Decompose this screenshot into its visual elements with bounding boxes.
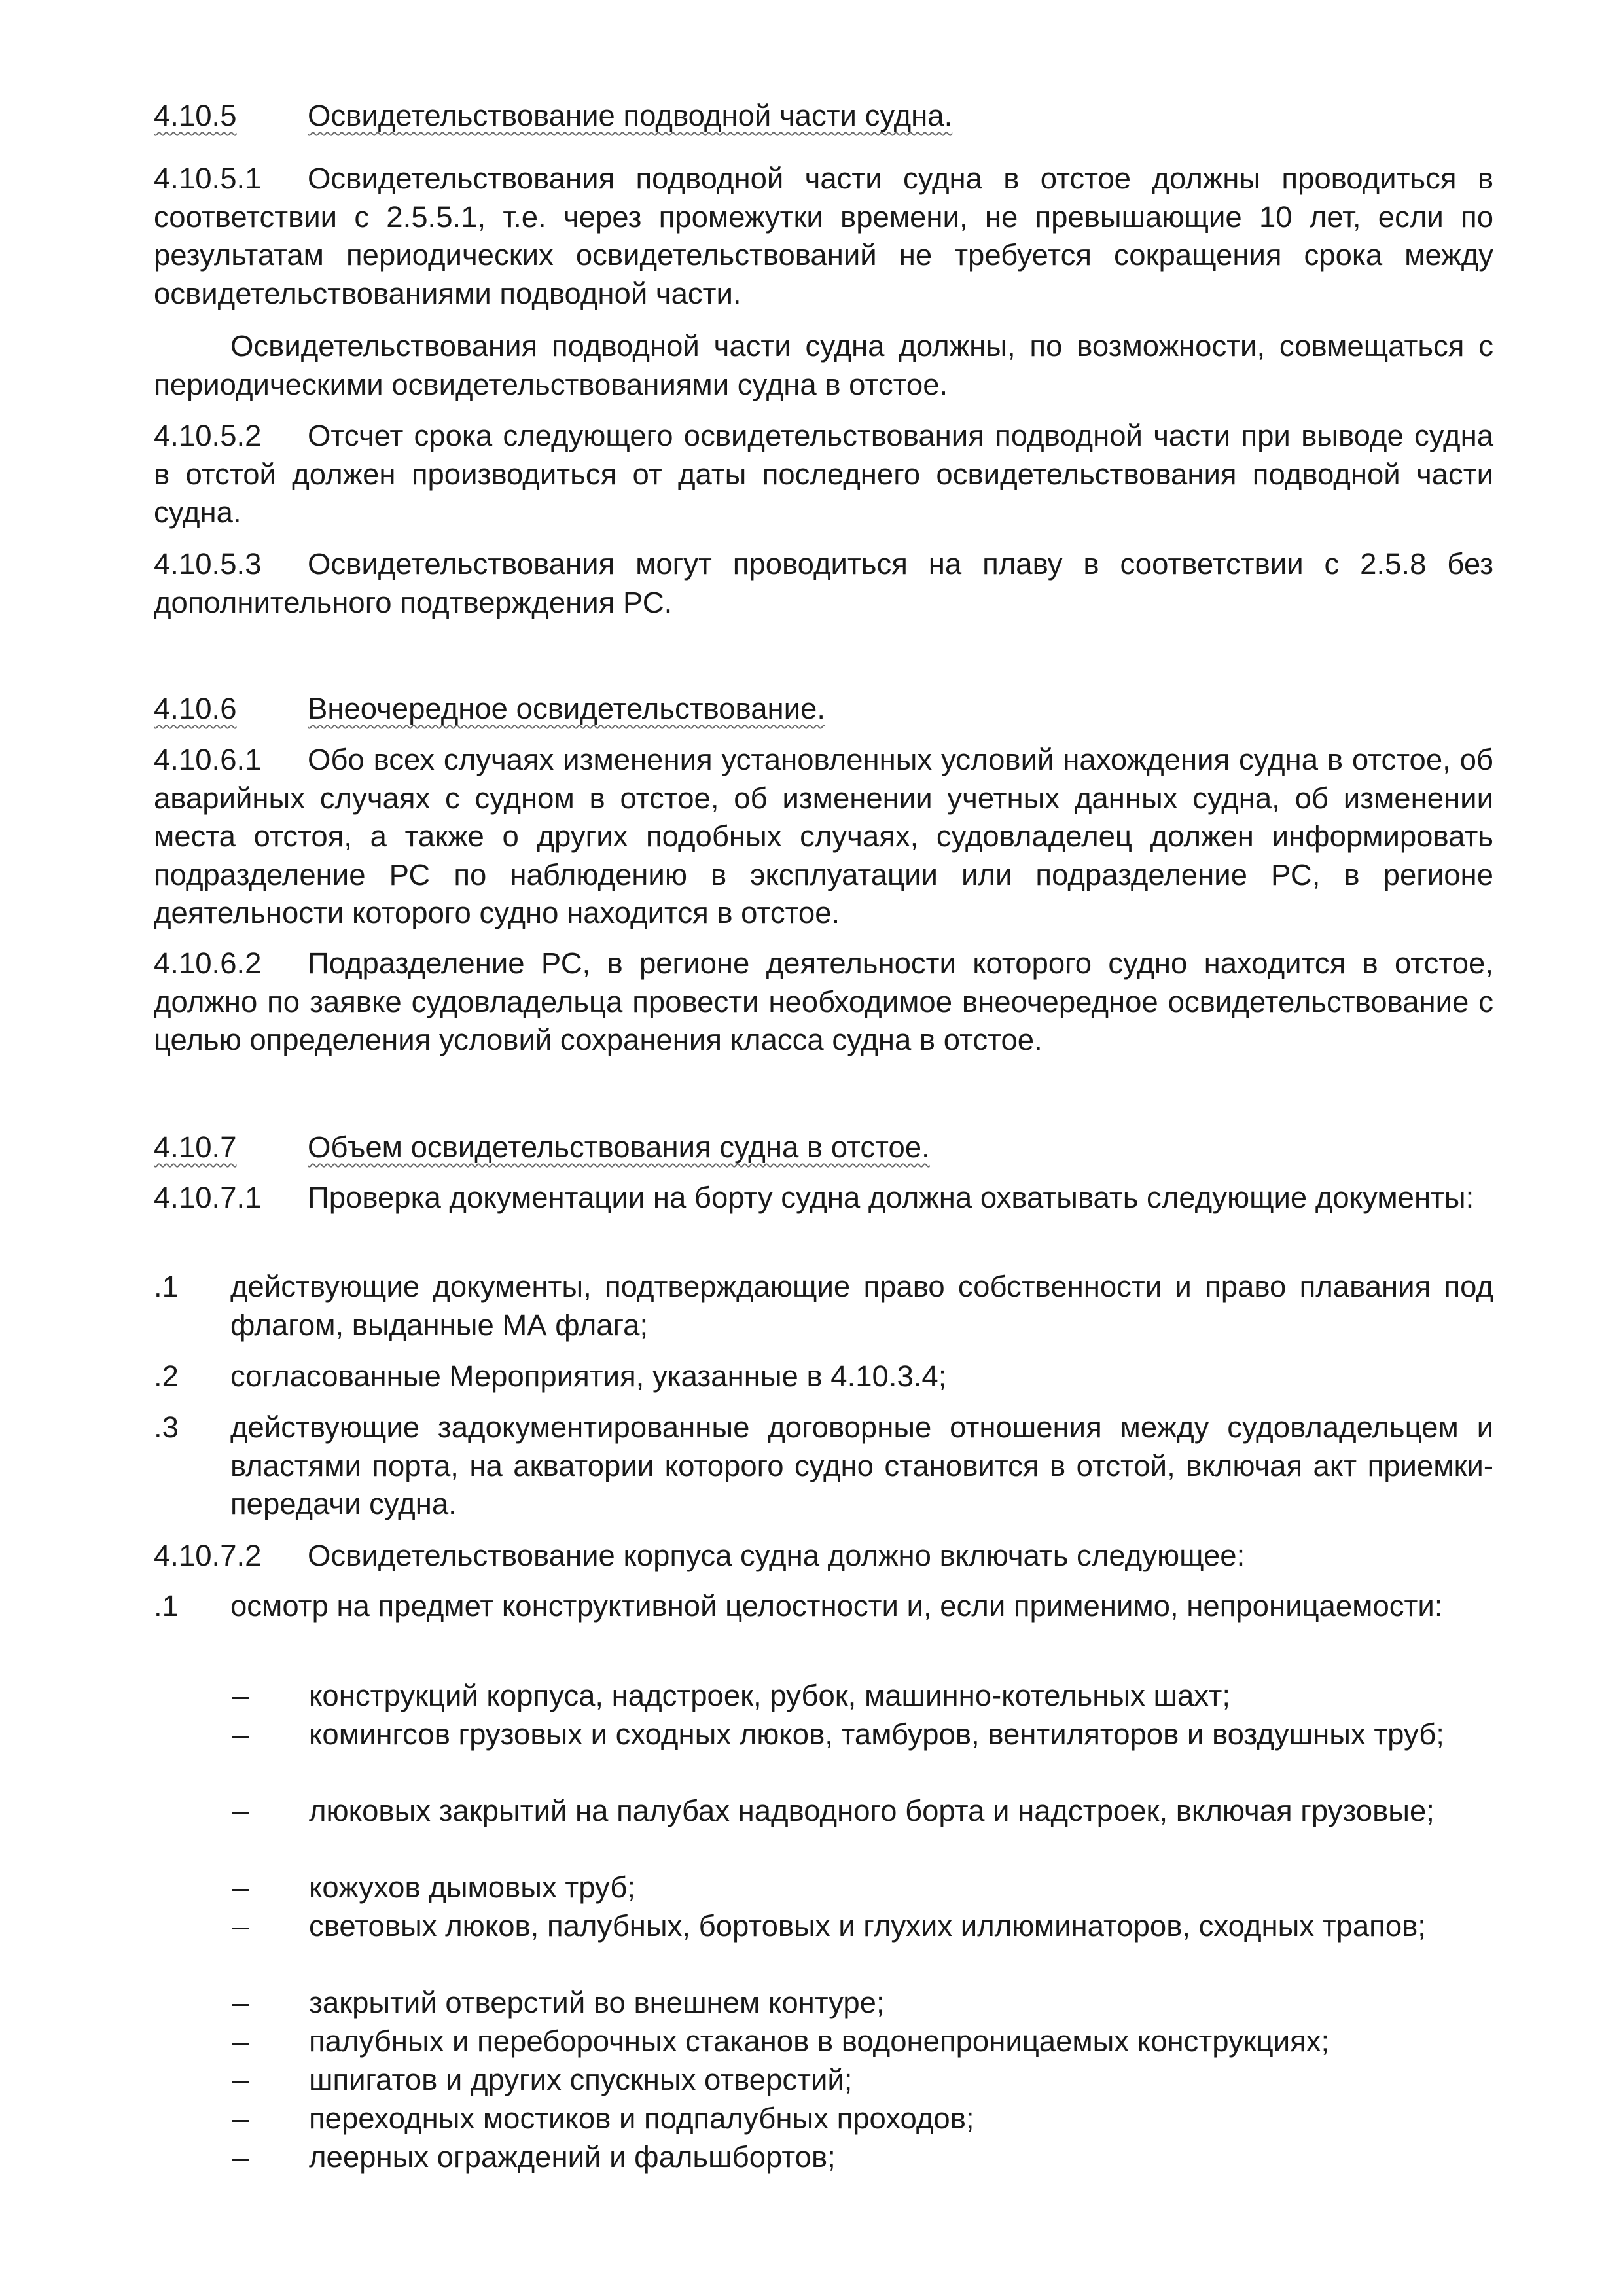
dash-item-text: люковых закрытий на палубах надводного борта и надстроек, включая грузовые;: [309, 1794, 1435, 1827]
paragraph-number: 4.10.5.1: [154, 162, 262, 195]
section-heading-4-10-5: [154, 97, 1463, 136]
list-item-number: .1: [154, 1270, 179, 1303]
paragraph-text: Подразделение РС, в регионе деятельности которого судно находится в отстое, должно по заявке судовладельца провести необходимое внеочередное освидетельствование с целью определения условий сохранения класса судна в отстое.: [154, 946, 1493, 1056]
dash-bullet: –: [232, 1794, 249, 1827]
dash-item-text: конструкций корпуса, надстроек, рубок, машинно-котельных шахт;: [309, 1679, 1231, 1712]
paragraph-4-10-7-1: [154, 1179, 1493, 1217]
dash-bullet: –: [232, 2140, 249, 2174]
dash-item-text: кожухов дымовых труб;: [309, 1871, 635, 1904]
dash-item-text: палубных и переборочных стаканов в водонепроницаемых конструкциях;: [309, 2024, 1330, 2058]
paragraph-text: Освидетельствования могут проводиться на плаву в соответствии с 2.5.8 без дополнительного подтверждения РС.: [154, 547, 1493, 619]
section-heading-4-10-6: [154, 690, 1463, 729]
dash-item-text: переходных мостиков и подпалубных проходов;: [309, 2102, 974, 2135]
list-item-text: согласованные Мероприятия, указанные в 4.10.3.4;: [230, 1359, 947, 1393]
paragraph-text: Обо всех случаях изменения установленных условий нахождения судна в отстое, об аварийных случаях с судном в отстое, об изменении учетных данных судна, об изменении места отстоя, а также о других подобных случаях, судовладелец должен информировать подразделение РС по наблюдению в эксплуатации или подразделение РС, в регионе деятельности которого судно находится в отстое.: [154, 743, 1493, 929]
dash-item-text: световых люков, палубных, бортовых и глухих иллюминаторов, сходных трапов;: [309, 1909, 1426, 1943]
paragraph-number: 4.10.5.3: [154, 547, 262, 581]
section-number: 4.10.7: [154, 1130, 237, 1164]
dash-bullet: –: [232, 1909, 249, 1943]
dash-bullet: –: [232, 1717, 249, 1751]
dash-item-text: шпигатов и других спускных отверстий;: [309, 2063, 853, 2096]
paragraph-text: Освидетельствование корпуса судна должно включать следующее:: [308, 1539, 1245, 1572]
dash-bullet: –: [232, 2102, 249, 2135]
paragraph-text: Отсчет срока следующего освидетельствования подводной части при выводе судна в отстой должен производиться от даты последнего освидетельствования подводной части судна.: [154, 419, 1493, 529]
dash-bullet: –: [232, 2024, 249, 2058]
paragraph-4-10-5-2: [154, 417, 1493, 532]
section-heading-4-10-7: [154, 1128, 1463, 1168]
paragraph-text: Освидетельствования подводной части судна в отстое должны проводиться в соответствии с 2.5.5.1, т.е. через промежутки времени, не превышающие 10 лет, если по результатам периодических освидетельствований не требуется сокращения срока между освидетельствованиями подводной части.: [154, 162, 1493, 310]
dash-bullet: –: [232, 2063, 249, 2096]
dash-item-text: леерных ограждений и фальшбортов;: [309, 2140, 836, 2174]
dash-item-text: комингсов грузовых и сходных люков, тамбуров, вентиляторов и воздушных труб;: [309, 1717, 1444, 1751]
dash-bullet: –: [232, 1986, 249, 2019]
dash-item-text: закрытий отверстий во внешнем контуре;: [309, 1986, 885, 2019]
paragraph-number: 4.10.7.1: [154, 1181, 262, 1214]
paragraph-text: Освидетельствования подводной части судна должны, по возможности, совмещаться с периодическими освидетельствованиями судна в отстое.: [154, 329, 1493, 401]
dash-bullet: –: [232, 1871, 249, 1904]
paragraph-text: Проверка документации на борту судна должна охватывать следующие документы:: [308, 1181, 1474, 1214]
list-item-number: .3: [154, 1410, 179, 1444]
paragraph-number: 4.10.6.1: [154, 743, 262, 776]
list-item-text: осмотр на предмет конструктивной целостности и, если применимо, непроницаемости:: [230, 1589, 1443, 1623]
list-item-text: действующие документы, подтверждающие право собственности и право плавания под флагом, выданные МА флага;: [230, 1270, 1493, 1342]
paragraph-4-10-5-3: [154, 545, 1493, 622]
section-number: 4.10.6: [154, 692, 237, 725]
list-item-number: .2: [154, 1359, 179, 1393]
section-title: Освидетельствование подводной части судна.: [308, 99, 953, 132]
paragraph-number: 4.10.6.2: [154, 946, 262, 980]
list-item-text: действующие задокументированные договорные отношения между судовладельцем и властями порта, на акватории которого судно становится в отстой, включая акт приемки-передачи судна.: [230, 1410, 1493, 1520]
paragraph-number: 4.10.7.2: [154, 1539, 262, 1572]
section-title: Внеочередное освидетельствование.: [308, 692, 826, 725]
section-number: 4.10.5: [154, 99, 237, 132]
paragraph-4-10-5-1: [154, 160, 1493, 313]
list-item-number: .1: [154, 1589, 179, 1623]
paragraph-4-10-6-1: [154, 741, 1493, 933]
paragraph-number: 4.10.5.2: [154, 419, 262, 452]
section-title: Объем освидетельствования судна в отстое.: [308, 1130, 930, 1164]
paragraph-4-10-6-2: [154, 944, 1493, 1060]
paragraph-4-10-5-1-cont: [154, 327, 1493, 404]
paragraph-4-10-7-2: [154, 1537, 1493, 1575]
dash-bullet: –: [232, 1679, 249, 1712]
